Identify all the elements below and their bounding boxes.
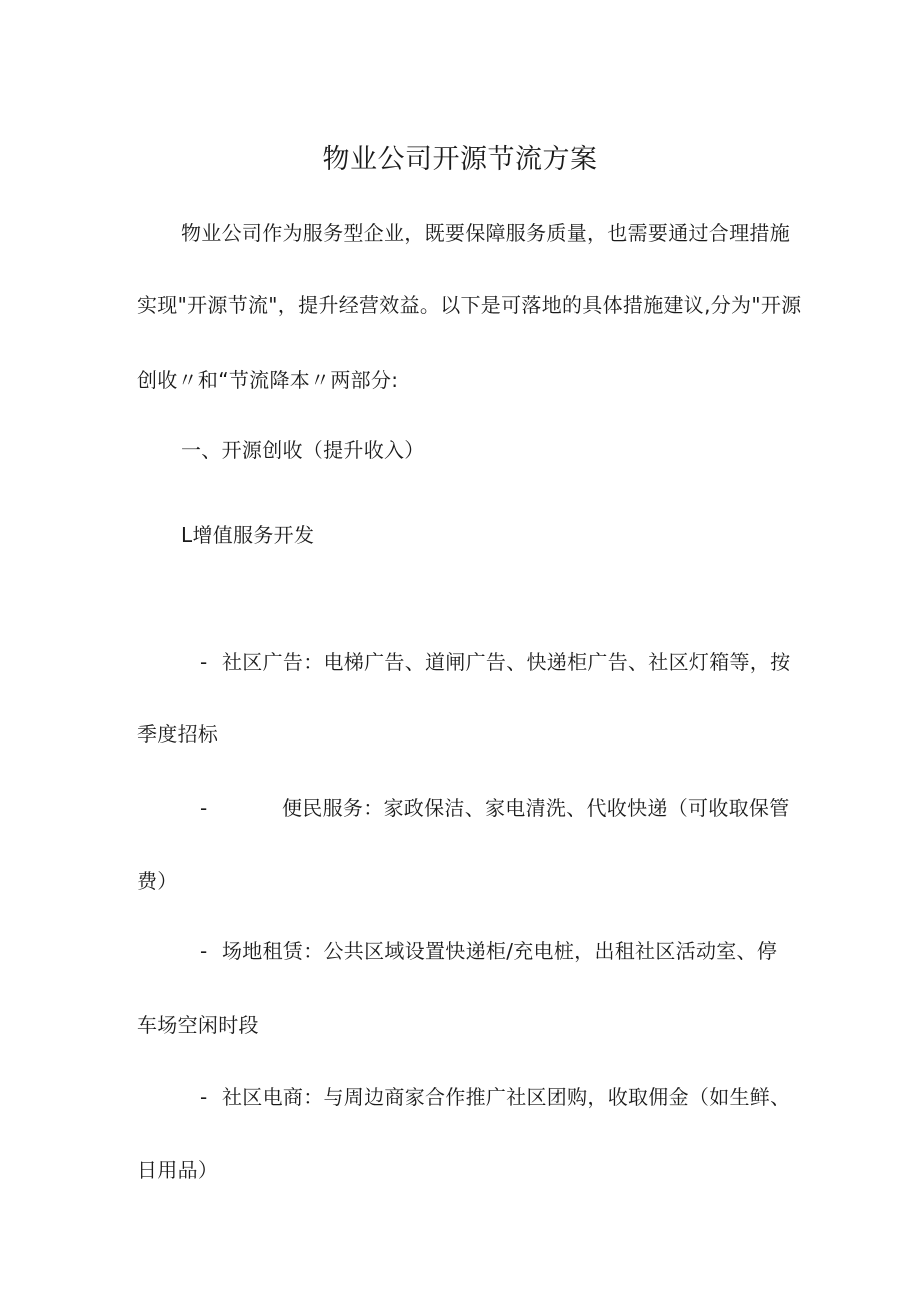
intro-line-2: 实现"开源节流"，提升经营效益。以下是可落地的具体措施建议,分为"开源 <box>137 293 802 317</box>
subsection-heading: L增值服务开发 <box>181 523 315 547</box>
list-item-continuation: 车场空闲时段 <box>137 1013 259 1037</box>
list-item-dash: - <box>200 1085 208 1109</box>
list-item-continuation: 费） <box>137 869 178 893</box>
section-heading: 一、开源创收（提升收入） <box>181 438 425 462</box>
list-item-dash: - <box>200 939 208 963</box>
intro-line-1: 物业公司作为服务型企业，既要保障服务质量，也需要通过合理措施 <box>181 221 790 245</box>
list-item-continuation: 季度招标 <box>137 722 219 746</box>
list-item-continuation: 日用品） <box>137 1158 219 1182</box>
list-item-line: 场地租赁：公共区域设置快递柜/充电桩，出租社区活动室、停 <box>222 939 778 963</box>
intro-line-3: 创收〃和“节流降本〃两部分: <box>137 368 399 392</box>
list-item-line: 社区广告：电梯广告、道闸广告、快递柜广告、社区灯箱等，按 <box>222 650 791 674</box>
list-item-line: 便民服务：家政保洁、家电清洗、代收快递（可收取保管 <box>282 796 790 820</box>
list-item-line: 社区电商：与周边商家合作推广社区团购，收取佣金（如生鲜、 <box>222 1085 791 1109</box>
list-item-dash: - <box>200 650 208 674</box>
list-item-dash: - <box>200 796 208 820</box>
document-title: 物业公司开源节流方案 <box>322 144 598 175</box>
